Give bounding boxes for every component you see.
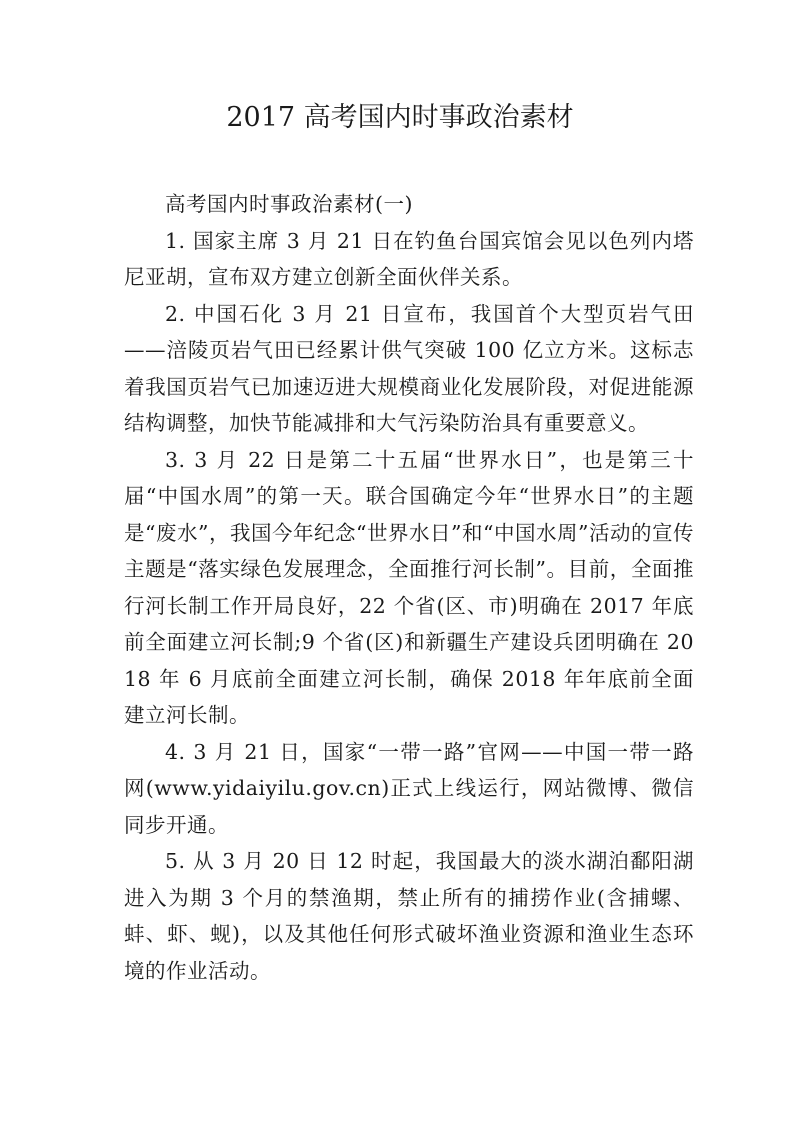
news-item-2: 2. 中国石化 3 月 21 日宣布，我国首个大型页岩气田——涪陵页岩气田已经累计供气突破 100 亿立方米。这标志着我国页岩气已加速迈进大规模商业化发展阶段，对促进能源结构调整，加快节能减排和大气污染防治具有重要意义。 <box>124 301 694 435</box>
document-title: 2017 高考国内时事政治素材 <box>226 102 574 133</box>
news-item-5: 5. 从 3 月 20 日 12 时起，我国最大的淡水湖泊鄱阳湖进入为期 3 个月的禁渔期，禁止所有的捕捞作业(含捕螺、蚌、虾、蚬)，以及其他任何形式破坏渔业资源和渔业生态环境的作业活动。 <box>124 849 694 983</box>
news-item-4: 4. 3 月 21 日，国家“一带一路”官网——中国一带一路网(www.yidaiyilu.gov.cn)正式上线运行，网站微博、微信同步开通。 <box>124 739 694 837</box>
news-item-1: 1. 国家主席 3 月 21 日在钓鱼台国宾馆会见以色列内塔尼亚胡，宣布双方建立创新全面伙伴关系。 <box>124 228 694 289</box>
document-body <box>124 186 694 989</box>
news-item-3: 3. 3 月 22 日是第二十五届“世界水日”，也是第三十届“中国水周”的第一天。联合国确定今年“世界水日”的主题是“废水”，我国今年纪念“世界水日”和“中国水周”活动的宣传主题是“落实绿色发展理念，全面推行河长制”。目前，全面推行河长制工作开局良好，22 个省(区、市)明确在 2017 年底前全面建立河长制;9 个省(区)和新疆生产建设兵团明确在 2018 年 6 月底前全面建立河长制，确保 2018 年年底前全面建立河长制。 <box>124 447 694 727</box>
section-heading: 高考国内时事政治素材(一) <box>165 192 413 216</box>
